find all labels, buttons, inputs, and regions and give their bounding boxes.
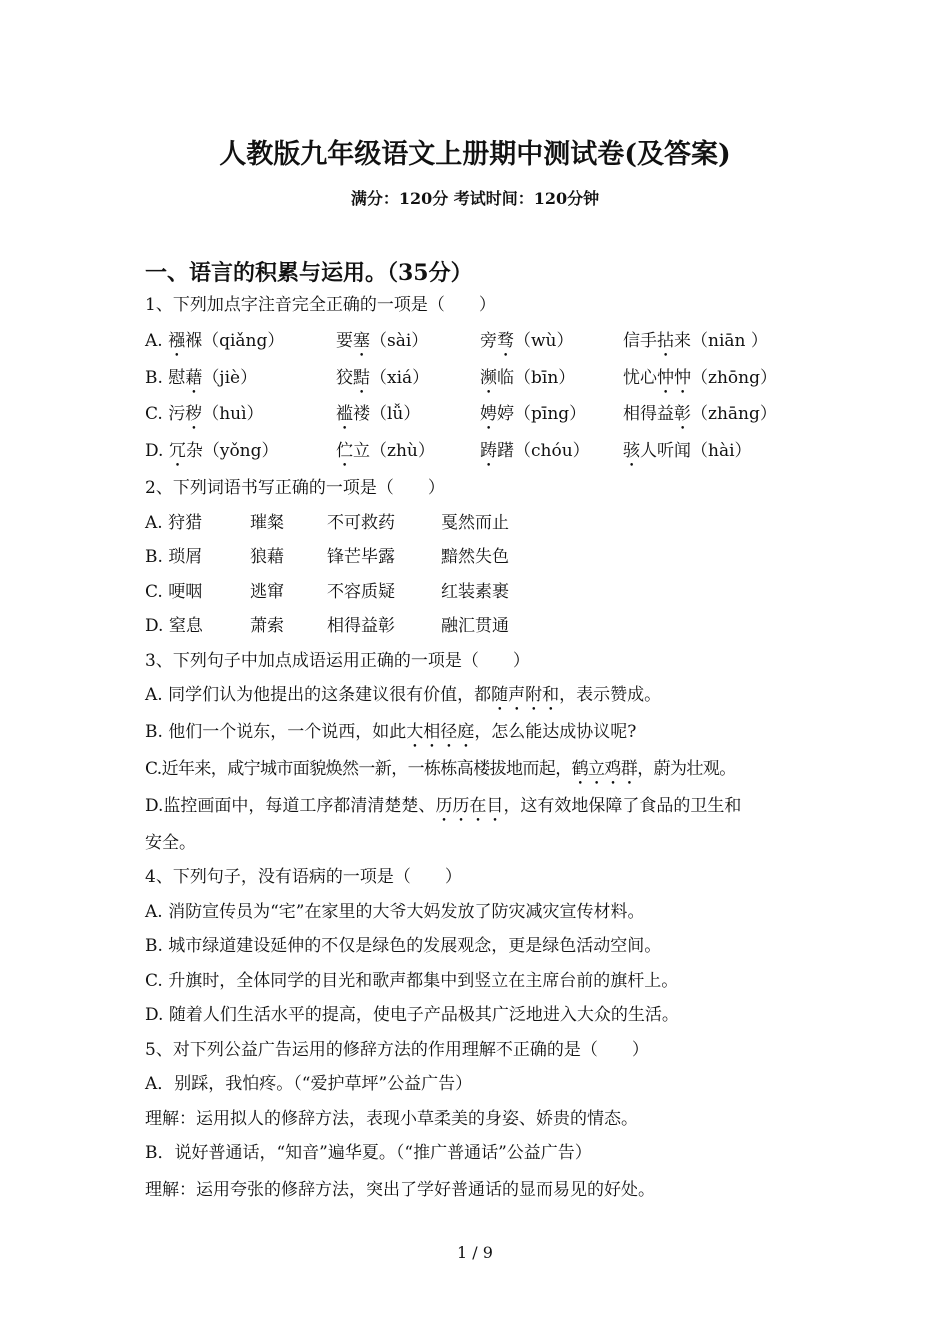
text-segment: ，怎么能达成协议呢? [474,722,637,742]
text-segment: A. 同学们认为他提出的这条建议很有价值，都 [145,685,492,705]
emphasized-text: 褴 [336,404,353,424]
emphasized-text: 塞 [353,331,370,351]
question-2-stem: 2、下列词语书写正确的一项是（ ） [145,478,445,498]
text-segment: 立（zhù） [353,441,435,461]
text-segment: D.监控画面中，每道工序都清清楚楚、 [145,796,436,816]
word: 黯然失色 [441,547,509,567]
text-segment: 信手 [623,331,657,351]
text-segment: （zhōng） [691,368,777,388]
option-item [336,440,435,471]
text-segment: 来（niān ） [674,331,768,351]
emphasized-text: 拈 [657,331,674,351]
option-item [623,367,777,398]
q4-option-d: D. 随着人们生活水平的提高，使电子产品极其广泛地进入大众的生活。 [145,1005,679,1025]
option-item [336,367,429,398]
emphasized-text: 冗 [168,441,186,461]
text-segment: ，这有效地保障了食品的卫生和 [503,796,742,816]
question-3-stem: 3、下列句子中加点成语运用正确的一项是（ ） [145,651,530,671]
emphasized-text: 忡忡 [657,368,691,388]
exam-info: 满分：120分 考试时间：120分钟 [350,189,600,208]
word: 相得益彰 [327,616,395,636]
word: 红装素裹 [441,582,509,602]
text-segment: （wù） [514,331,574,351]
text-segment: （sài） [370,331,429,351]
q3-option-d-cont [145,832,196,854]
option-item [145,330,284,361]
text-segment: 安全。 [145,833,196,853]
section-heading: 一、语言的积累与运用。（35分） [145,260,473,286]
text-segment: 褛（lǚ） [353,404,421,424]
q4-option-a: A. 消防宣传员为“宅”在家里的大爷大妈发放了防灾减灾宣传材料。 [145,902,645,922]
emphasized-text: 大相径庭 [406,722,475,742]
text-segment: （jiè） [202,368,258,388]
q3-option-c [145,758,736,789]
text-segment: ，蔚为壮观。 [637,759,736,779]
text-segment: 婷（pīng） [497,404,587,424]
option-item [623,403,777,434]
option-item [145,367,257,398]
option-item [480,367,575,398]
text-segment: 人听闻（hài） [640,441,752,461]
emphasized-text: 彰 [674,404,691,424]
word: D. 窒息 [145,616,203,636]
text-segment: 褓（qiǎng） [185,331,285,351]
text-segment: （zhāng） [691,404,777,424]
question-5-stem: 5、对下列公益广告运用的修辞方法的作用理解不正确的是（ ） [145,1040,649,1060]
text-segment: C.近年来，咸宁城市面貌焕然一新，一栋栋高楼拔地而起， [145,759,572,779]
q3-option-d [145,795,741,826]
q3-option-b [145,721,636,752]
option-item [336,403,420,434]
text-segment: B. 他们一个说东，一个说西，如此 [145,722,407,742]
q5-explanation-b: 理解：运用夸张的修辞方法，突出了学好普通话的显而易见的好处。 [145,1180,655,1200]
emphasized-text: 踌 [480,441,497,461]
emphasized-text: 鹤立鸡群 [571,759,638,779]
q4-option-b: B. 城市绿道建设延伸的不仅是绿色的发展观念，更是绿色活动空间。 [145,936,662,956]
emphasized-text: 娉 [480,404,497,424]
emphasized-text: 黠 [353,368,370,388]
q4-option-c: C. 升旗时，全体同学的目光和歌声都集中到竖立在主席台前的旗杆上。 [145,971,679,991]
text-segment: 旁 [480,331,497,351]
text-segment: B. 慰 [145,368,186,388]
text-segment: 要 [336,331,353,351]
emphasized-text: 伫 [336,441,353,461]
word: 萧索 [250,616,284,636]
word: 戛然而止 [441,513,509,533]
option-item [145,440,279,471]
emphasized-text: 随声附和 [491,685,560,705]
text-segment: （xiá） [370,368,430,388]
emphasized-text: 濒 [480,368,497,388]
option-item [623,330,768,361]
word: 融汇贯通 [441,616,509,636]
text-segment: D. [145,441,169,461]
emphasized-text: 骇 [623,441,640,461]
question-4-stem: 4、下列句子，没有语病的一项是（ ） [145,867,462,887]
page-number: 1 / 9 [457,1243,493,1262]
emphasized-text: 藉 [185,368,203,388]
question-1-stem: 1、下列加点字注音完全正确的一项是（ ） [145,295,496,315]
option-item [623,440,752,471]
emphasized-text: 骛 [497,331,514,351]
text-segment: C. 污 [145,404,186,424]
text-segment: 相得益 [623,404,674,424]
text-segment: 忧心 [623,368,657,388]
word: 不容质疑 [327,582,395,602]
word: 锋芒毕露 [327,547,395,567]
word: 逃窜 [250,582,284,602]
word: 狼藉 [250,547,284,567]
text-segment: 狡 [336,368,353,388]
text-segment: A. [145,331,169,351]
document-title: 人教版九年级语文上册期中测试卷(及答案) [219,139,731,170]
emphasized-text: 秽 [185,404,203,424]
q5-explanation-a: 理解：运用拟人的修辞方法，表现小草柔美的身姿、娇贵的情态。 [145,1109,638,1129]
word: B. 琐屑 [145,547,203,567]
option-item [145,403,264,434]
option-item [480,403,586,434]
text-segment: 躇（chóu） [497,441,590,461]
option-item [480,440,590,471]
emphasized-text: 历历在目 [435,796,504,816]
word: 璀粲 [250,513,284,533]
q5-option-b: B．说好普通话，“知音”遍华夏。（“推广普通话”公益广告） [145,1143,592,1163]
option-item [480,330,574,361]
word: A. 狩猎 [145,513,203,533]
word: C. 哽咽 [145,582,203,602]
option-item [336,330,428,361]
text-segment: 临（bīn） [497,368,576,388]
text-segment: ，表示赞成。 [559,685,662,705]
word: 不可救药 [327,513,395,533]
text-segment: （huì） [202,404,264,424]
q5-option-a: A．别踩，我怕疼。（“爱护草坪”公益广告） [145,1074,473,1094]
q3-option-a [145,684,661,715]
emphasized-text: 襁 [168,331,186,351]
text-segment: 杂（yǒng） [185,441,279,461]
